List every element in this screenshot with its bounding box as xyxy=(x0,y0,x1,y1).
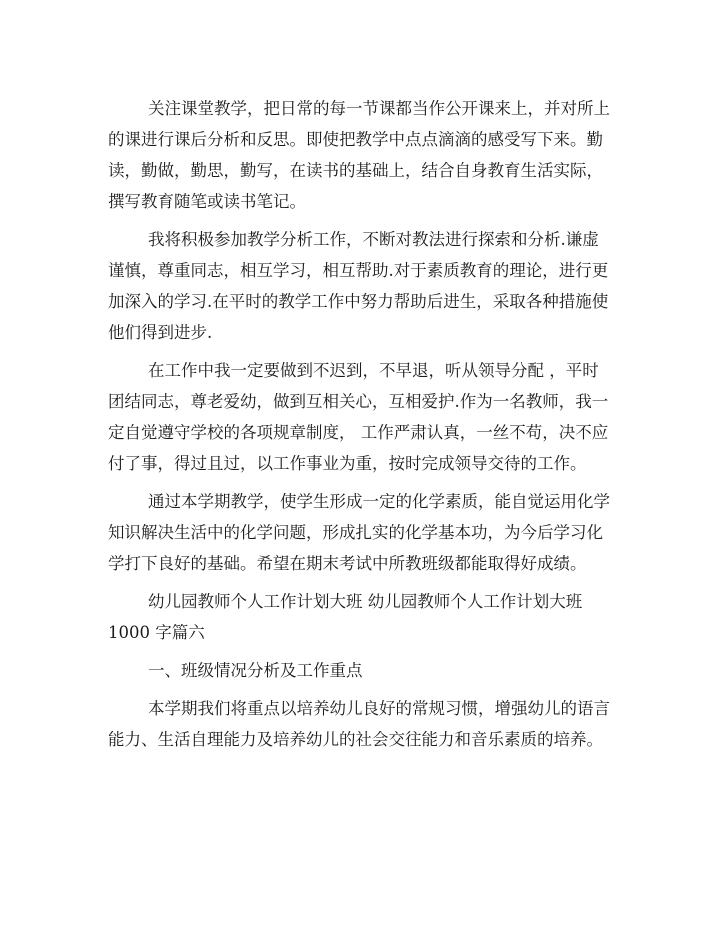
paragraph-chemistry-goals xyxy=(108,486,608,579)
section-title xyxy=(108,586,608,648)
text-line: 知识解决生活中的化学问题，形成扎实的化学基本功，为今后学习化 xyxy=(108,523,603,542)
text-line: 定自觉遵守学校的各项规章制度， 工作严肃认真，一丝不苟，决不应 xyxy=(108,423,609,442)
section-heading xyxy=(108,655,608,686)
text-line: 一、班级情况分析及工作重点 xyxy=(148,661,363,680)
text-line: 通过本学期教学，使学生形成一定的化学素质，能自觉运用化学 xyxy=(148,492,610,511)
text-line: 关注课堂教学，把日常的每一节课都当作公开课来上，并对所上 xyxy=(148,99,610,118)
text-line: 我将积极参加教学分析工作，不断对教法进行探索和分析.谦虚 xyxy=(148,230,599,249)
text-line: 幼儿园教师个人工作计划大班 幼儿园教师个人工作计划大班 xyxy=(148,592,583,611)
text-line: 1000 字篇六 xyxy=(108,623,205,642)
paragraph-semester-focus xyxy=(108,693,608,755)
paragraph-teaching-analysis xyxy=(108,224,608,348)
text-line: 付了事，得过且过，以工作事业为重，按时完成领导交待的工作。 xyxy=(108,454,587,473)
text-line: 本学期我们将重点以培养幼儿良好的常规习惯，增强幼儿的语言 xyxy=(148,699,610,718)
text-line: 他们得到进步. xyxy=(108,323,213,342)
paragraph-work-discipline xyxy=(108,355,608,479)
text-line: 的课进行课后分析和反思。即使把教学中点点滴滴的感受写下来。勤 xyxy=(108,130,603,149)
text-line: 团结同志，尊老爱幼，做到互相关心，互相爱护.作为一名教师，我一 xyxy=(108,392,609,411)
text-line: 学打下良好的基础。希望在期末考试中所教班级都能取得好成绩。 xyxy=(108,554,587,573)
text-line: 谨慎，尊重同志，相互学习，相互帮助.对于素质教育的理论，进行更 xyxy=(108,261,609,280)
text-line: 在工作中我一定要做到不迟到，不早退，听从领导分配 ，平时 xyxy=(148,361,599,380)
text-line: 撰写教育随笔或读书笔记。 xyxy=(108,192,306,211)
text-line: 加深入的学习.在平时的教学工作中努力帮助后进生，采取各种措施使 xyxy=(108,292,609,311)
paragraph-classroom-teaching xyxy=(108,93,608,217)
text-line: 能力、生活自理能力及培养幼儿的社会交往能力和音乐素质的培养。 xyxy=(108,730,603,749)
document-body xyxy=(108,93,608,755)
text-line: 读，勤做，勤思，勤写，在读书的基础上，结合自身教育生活实际， xyxy=(108,161,603,180)
